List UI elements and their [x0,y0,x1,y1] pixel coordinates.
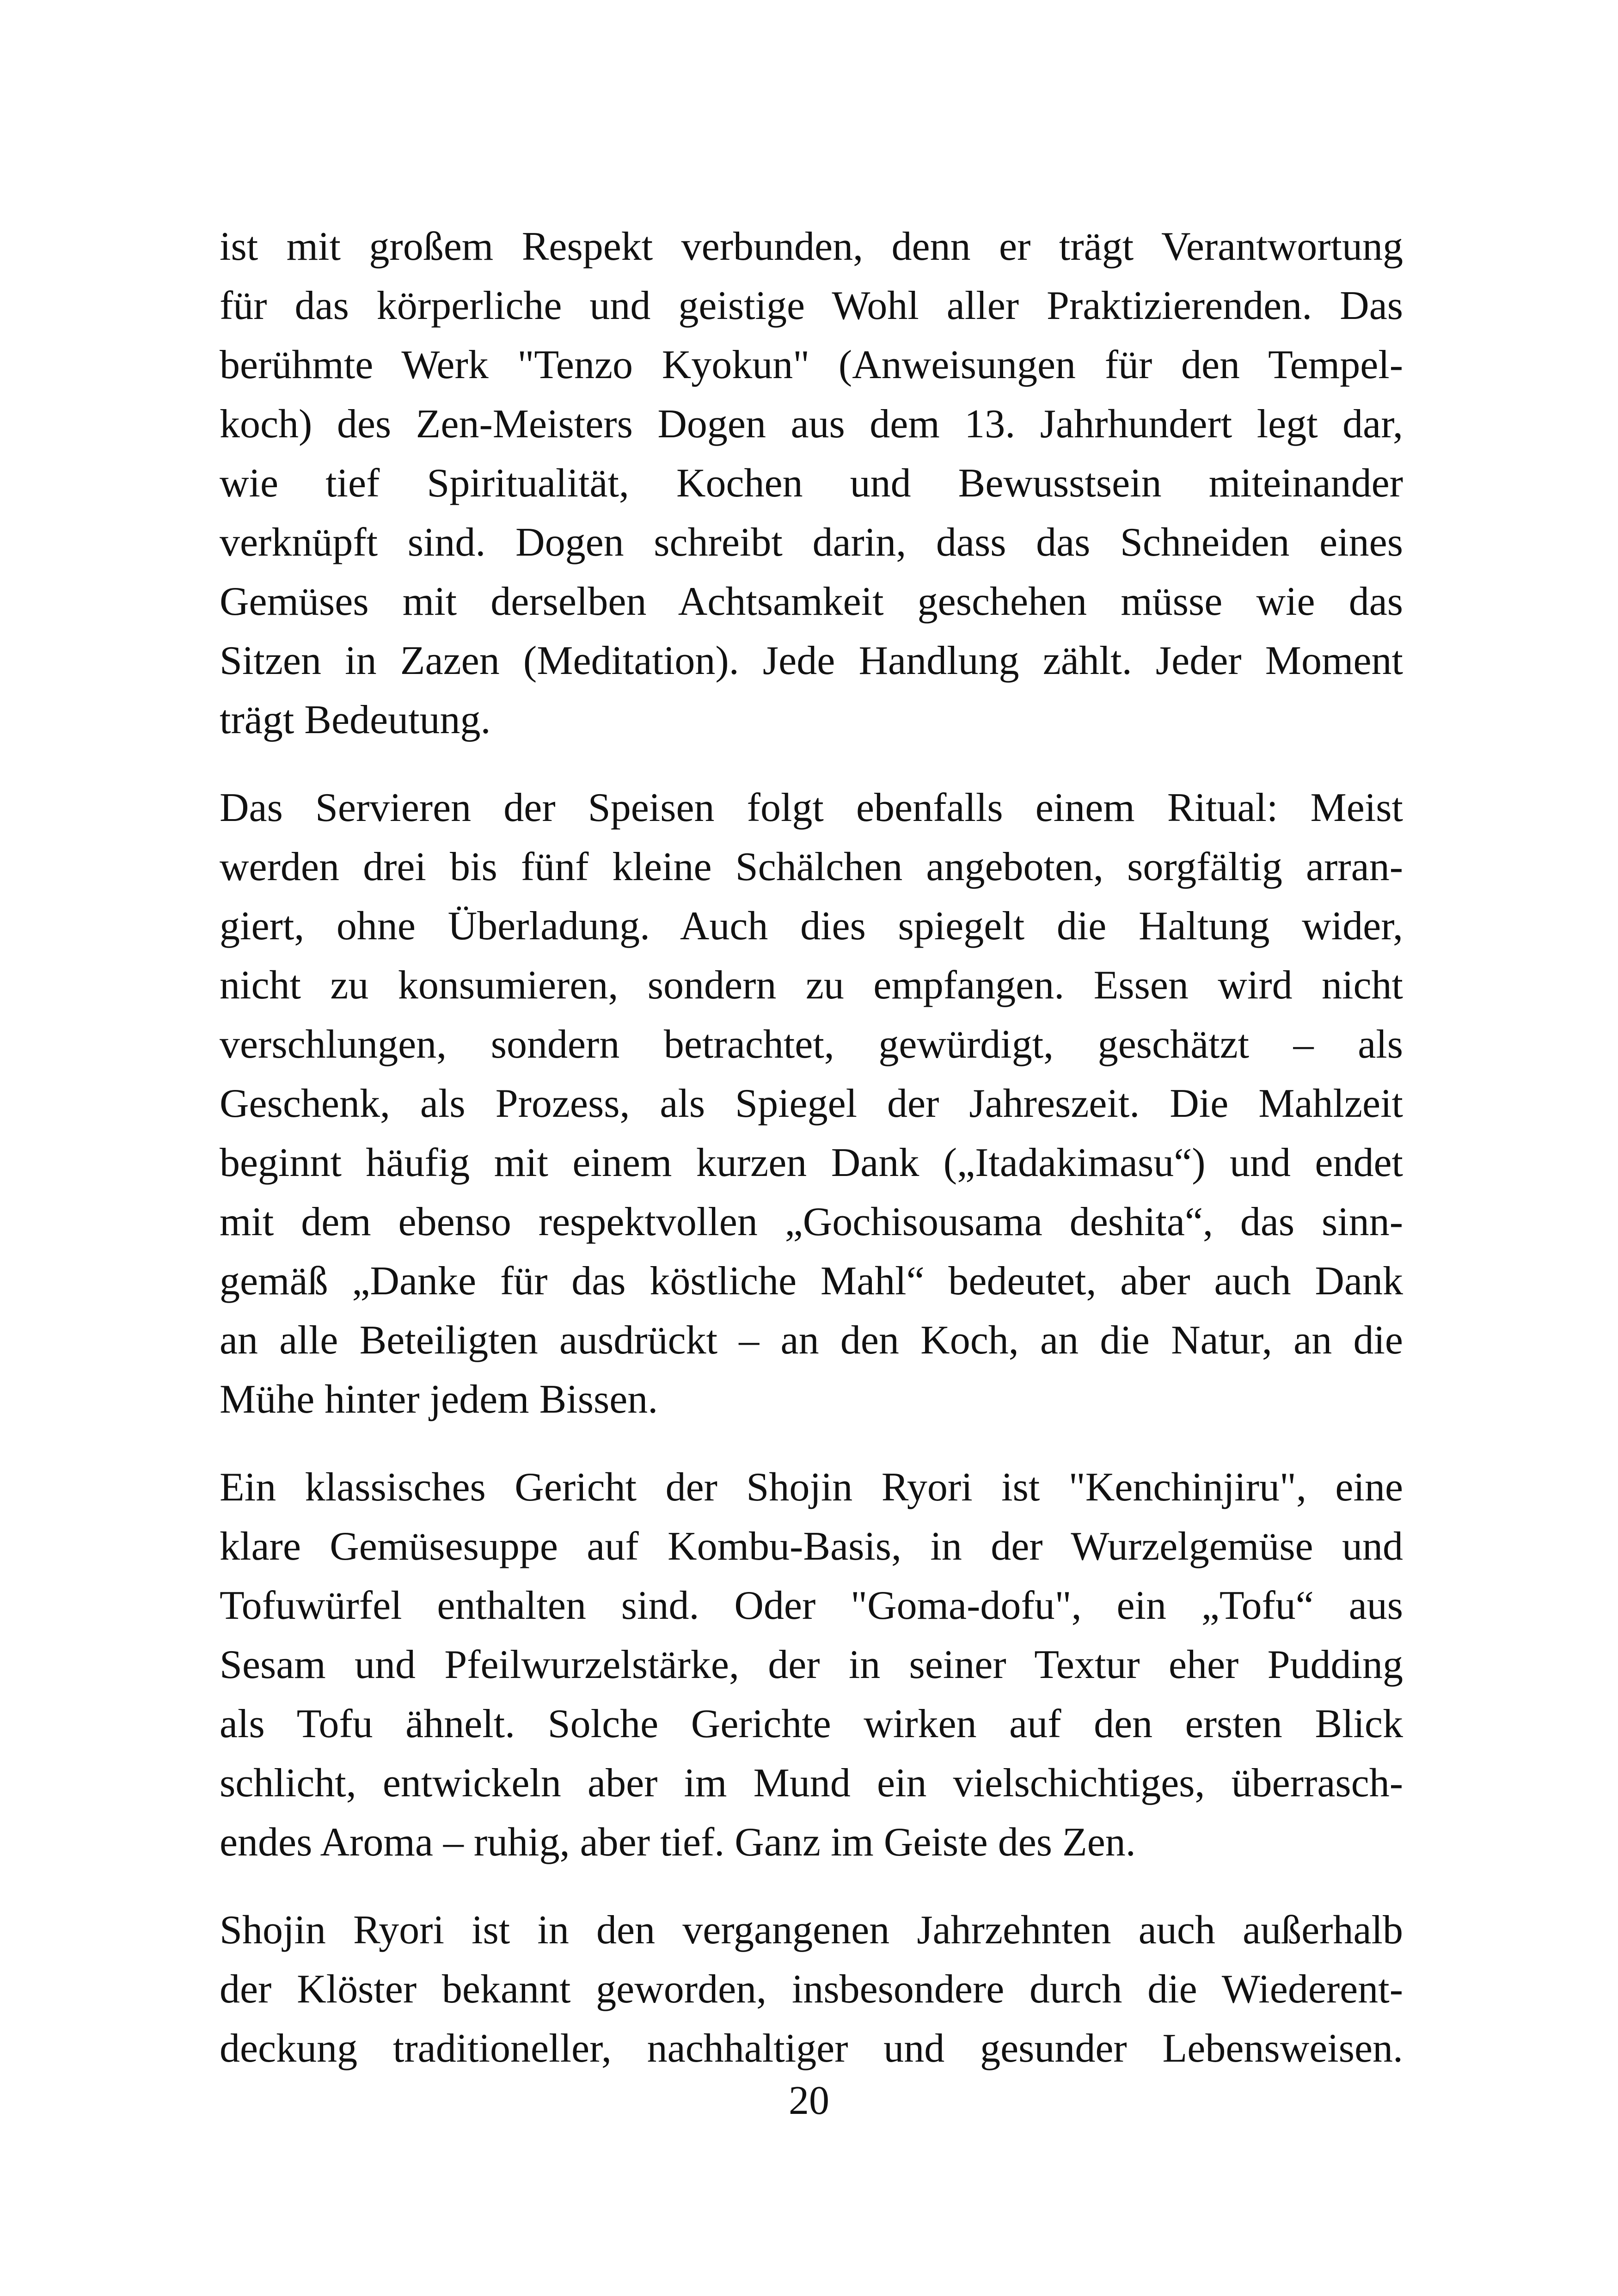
text-line: mit dem ebenso respektvollen „Gochisousama deshita“, das sinn- [220,1200,1403,1244]
paragraph-4 [220,1901,1403,2078]
text-line: werden drei bis fünf kleine Schälchen angeboten, sorgfältig arran- [220,845,1403,889]
text-line: koch) des Zen-Meisters Dogen aus dem 13. Jahrhundert legt dar, [220,402,1403,447]
text-line: schlicht, entwickeln aber im Mund ein vielschichtiges, überrasch- [220,1761,1403,1806]
paragraph-2 [220,778,1403,1429]
text-line: giert, ohne Überladung. Auch dies spiegelt die Haltung wider, [220,904,1403,949]
text-line: trägt Bedeutung. [220,698,491,742]
text-line: als Tofu ähnelt. Solche Gerichte wirken auf den ersten Blick [220,1702,1403,1746]
text-line: endes Aroma – ruhig, aber tief. Ganz im Geiste des Zen. [220,1820,1136,1865]
text-line: Sesam und Pfeilwurzelstärke, der in seiner Textur eher Pudding [220,1642,1403,1687]
paragraph-1 [220,217,1403,750]
text-line: der Klöster bekannt geworden, insbesondere durch die Wiederent- [220,1967,1403,2012]
text-line: an alle Beteiligten ausdrückt – an den Koch, an die Natur, an die [220,1318,1403,1363]
text-line: Das Servieren der Speisen folgt ebenfalls einem Ritual: Meist [220,785,1403,830]
page-number: 20 [789,2078,829,2123]
text-line: Tofuwürfel enthalten sind. Oder "Goma-dofu", ein „Tofu“ aus [220,1583,1403,1628]
text-line: berühmte Werk "Tenzo Kyokun" (Anweisungen für den Tempel- [220,343,1403,387]
text-line: deckung traditioneller, nachhaltiger und gesunder Lebensweisen. [220,2026,1403,2071]
text-line: beginnt häufig mit einem kurzen Dank („Itadakimasu“) und endet [220,1140,1403,1185]
text-line: Sitzen in Zazen (Meditation). Jede Handlung zählt. Jeder Moment [220,638,1403,683]
text-line: nicht zu konsumieren, sondern zu empfangen. Essen wird nicht [220,963,1403,1008]
text-line: Shojin Ryori ist in den vergangenen Jahrzehnten auch außerhalb [220,1908,1403,1953]
text-line: klare Gemüsesuppe auf Kombu-Basis, in der Wurzelgemüse und [220,1524,1403,1569]
text-line: Geschenk, als Prozess, als Spiegel der Jahreszeit. Die Mahlzeit [220,1081,1403,1126]
text-line: Gemüses mit derselben Achtsamkeit geschehen müsse wie das [220,579,1403,624]
text-line: Mühe hinter jedem Bissen. [220,1377,658,1422]
text-line: Ein klassisches Gericht der Shojin Ryori ist "Kenchinjiru", eine [220,1465,1403,1510]
text-line: verschlungen, sondern betrachtet, gewürdigt, geschätzt – als [220,1022,1403,1067]
text-line: verknüpft sind. Dogen schreibt darin, dass das Schneiden eines [220,520,1403,565]
text-line: für das körperliche und geistige Wohl aller Praktizierenden. Das [220,283,1403,328]
text-line: ist mit großem Respekt verbunden, denn er trägt Verantwortung [220,224,1403,269]
text-line: gemäß „Danke für das köstliche Mahl“ bedeutet, aber auch Dank [220,1259,1403,1304]
paragraph-3 [220,1458,1403,1872]
text-line: wie tief Spiritualität, Kochen und Bewusstsein miteinander [220,461,1403,506]
body-text [220,217,1403,2107]
